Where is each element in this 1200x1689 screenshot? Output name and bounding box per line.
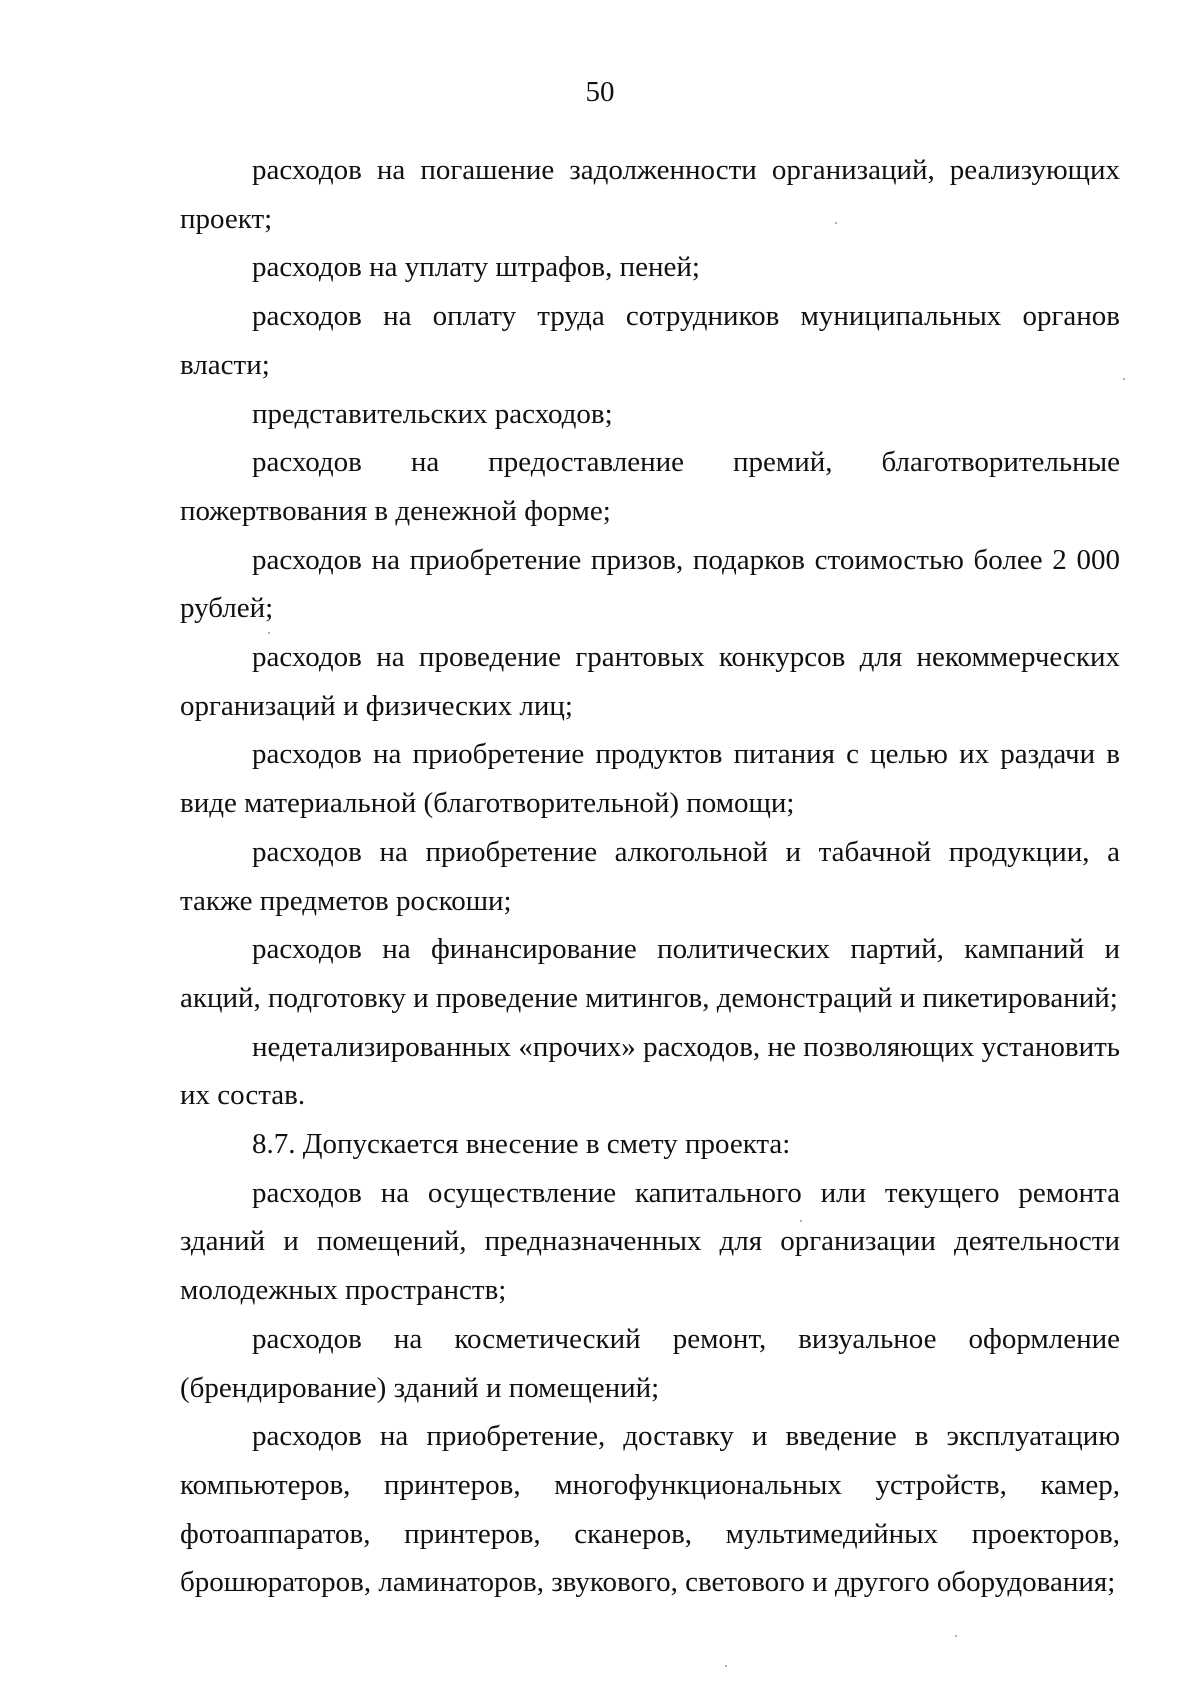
paragraph-renovation: расходов на осуществление капитального или текущего ремонта зданий и помещений, предназначенных для организации деятельности молодежных пространств;: [180, 1176, 1120, 1307]
paragraph-cosmetic-repair: расходов на косметический ремонт, визуальное оформление (брендирование) зданий и помещений;: [180, 1322, 1120, 1404]
scan-speck: [725, 1665, 727, 1667]
paragraph-section-8-7: 8.7. Допускается внесение в смету проекта:: [252, 1128, 791, 1161]
paragraph-bonuses-donations: расходов на предоставление премий, благотворительные пожертвования в денежной форме;: [180, 446, 1120, 527]
paragraph-equipment: расходов на приобретение, доставку и введение в эксплуатацию компьютеров, принтеров, многофункциональных устройств, камер, фотоаппаратов, принтеров, сканеров, мультимедийных проекторов, брошюраторов, ламинаторов, звукового, светового и другого оборудования;: [180, 1420, 1120, 1599]
paragraph-political-financing: расходов на финансирование политических партий, кампаний и акций, подготовку и проведение митингов, демонстраций и пикетирований;: [180, 933, 1120, 1014]
scan-speck: [1123, 378, 1125, 380]
page-number: 50: [585, 76, 615, 108]
paragraph-representation: представительских расходов;: [252, 397, 613, 430]
document-body: [180, 146, 1120, 1607]
paragraph-alcohol-tobacco: расходов на приобретение алкогольной и табачной продукции, а также предметов роскоши;: [180, 835, 1120, 917]
scan-speck: [955, 1635, 957, 1637]
paragraph-debt-repayment: расходов на погашение задолженности организаций, реализующих проект;: [180, 154, 1120, 235]
paragraph-fines: расходов на уплату штрафов, пеней;: [252, 251, 700, 284]
scan-speck: [268, 632, 270, 634]
paragraph-other-expenses: недетализированных «прочих» расходов, не позволяющих установить их состав.: [180, 1030, 1120, 1112]
scan-speck: [835, 222, 837, 224]
scan-speck: [800, 1220, 802, 1222]
paragraph-prizes-gifts: расходов на приобретение призов, подарков стоимостью более 2 000 рублей;: [180, 543, 1120, 625]
paragraph-staff-salaries: расходов на оплату труда сотрудников муниципальных органов власти;: [180, 300, 1120, 381]
paragraph-grant-contests: расходов на проведение грантовых конкурсов для некоммерческих организаций и физических лиц;: [180, 641, 1120, 722]
paragraph-food-aid: расходов на приобретение продуктов питания с целью их раздачи в виде материальной (благотворительной) помощи;: [180, 738, 1120, 820]
